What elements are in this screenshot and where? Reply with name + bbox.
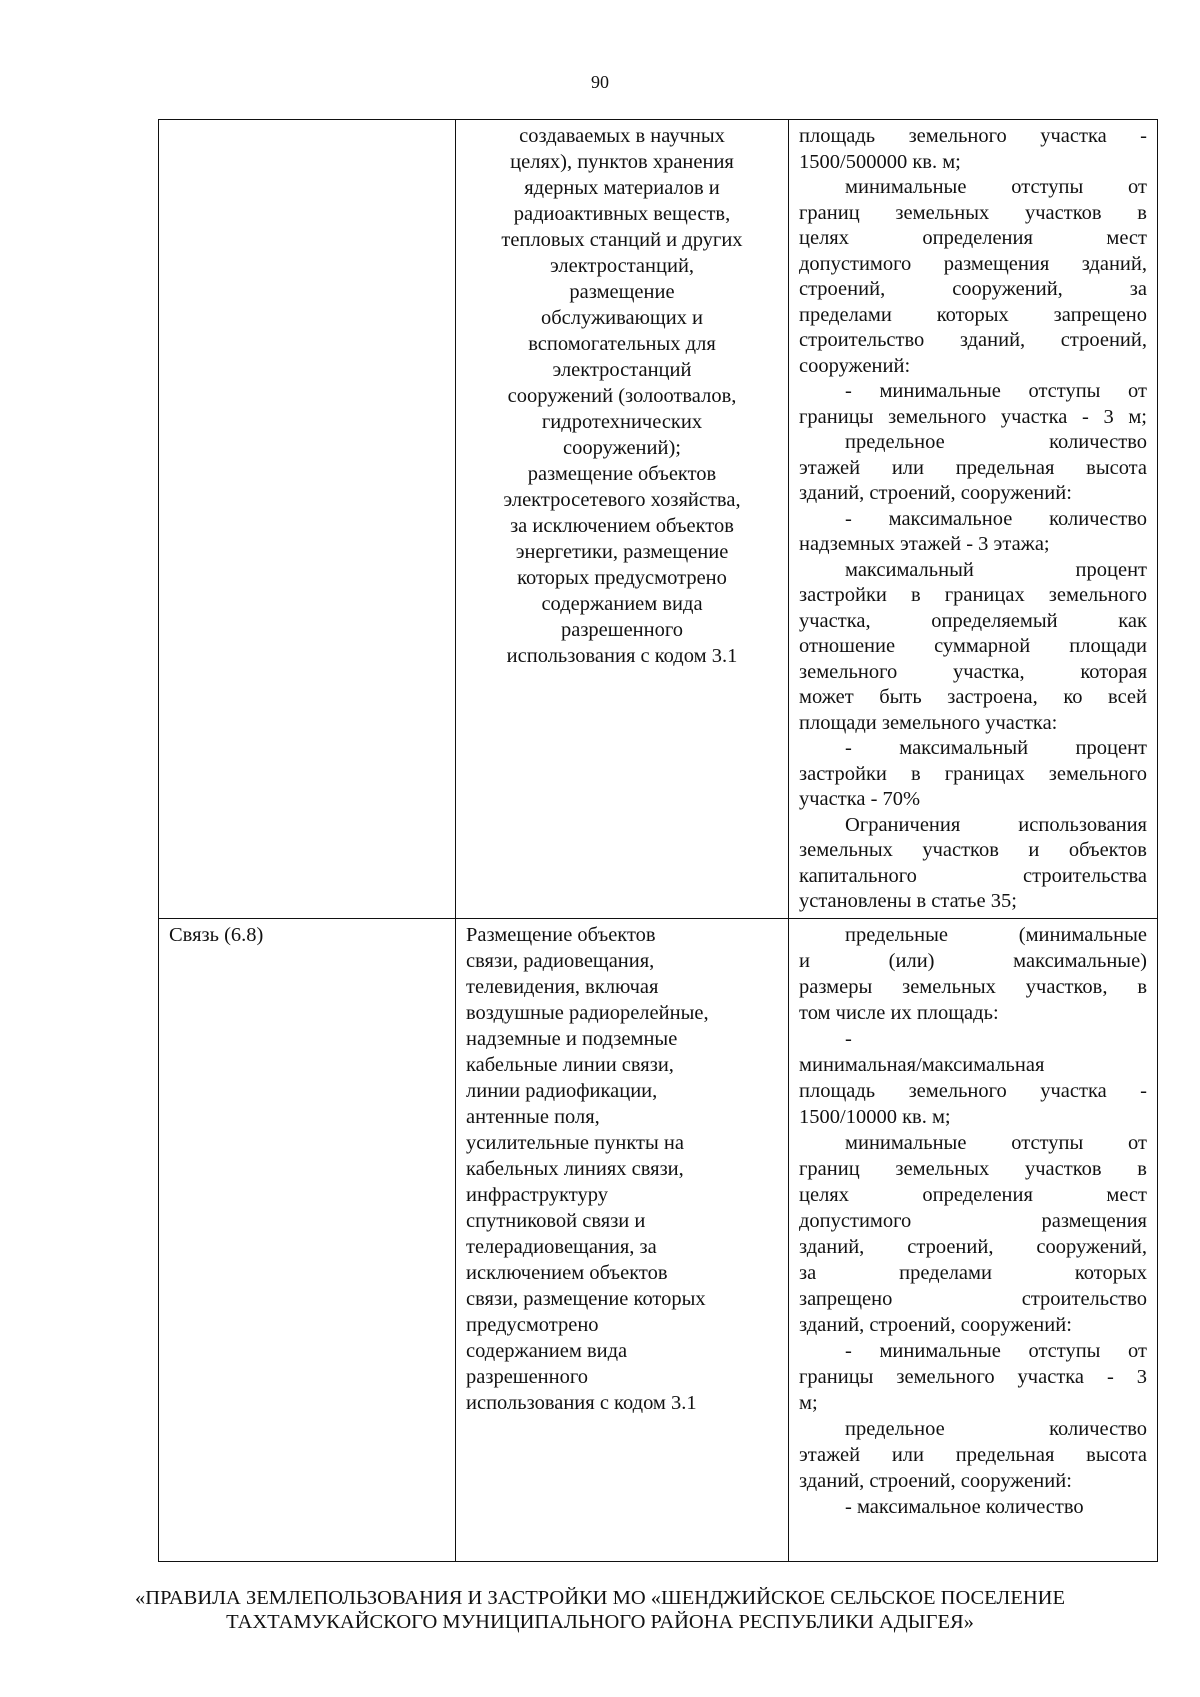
text-line: телерадиовещания, за [466,1236,657,1258]
text-line: содержанием вида [466,1340,628,1362]
text-line: антенные поля, [466,1106,600,1128]
text-line: воздушные радиорелейные, [466,1002,709,1024]
text-line: за исключением объектов [510,515,734,537]
text-line: 1500/500000 кв. м; [799,150,961,173]
text-line: Размещение объектов [466,924,656,946]
text-line: том числе их площадь: [799,1002,999,1024]
text-line: зданий, строений, сооружений, [799,1236,1147,1258]
zoning-rules-table [158,119,1158,1562]
text-line: сооружений); [563,437,681,459]
text-line: которых предусмотрено [517,567,727,589]
text-line: капитального строительства [799,864,1147,887]
text-line: допустимого размещения зданий, [799,252,1147,275]
text-line: запрещено строительство [799,1288,1147,1310]
text-line: максимальный процент [845,558,1147,581]
text-line: участка - 70% [799,788,921,810]
text-line: содержанием вида [541,593,703,615]
text-line: границы земельного участка - 3 м; [799,405,1147,428]
text-line: площадь земельного участка - [799,1080,1147,1102]
text-line: минимальные отступы от [845,1132,1147,1154]
text-line: инфраструктуру [466,1184,608,1206]
text-line: зданий, строений, сооружений: [799,482,1072,504]
text-line: связи, радиовещания, [466,950,655,972]
text-line: может быть застроена, ко всей [799,686,1147,708]
text-line: электростанций, [549,255,695,277]
text-line: - [845,1028,852,1050]
text-line: вспомогательных для [528,333,716,355]
text-line: зданий, строений, сооружений: [799,1470,1072,1492]
text-line: застройки в границах земельного [799,584,1147,606]
text-line: этажей или предельная высота [799,1444,1147,1466]
text-line: тепловых станций и других [501,229,743,251]
text-line: линии радиофикации, [466,1080,658,1102]
text-line: допустимого размещения [799,1210,1147,1232]
text-line: ядерных материалов и [524,177,720,199]
footer-line-1: «ПРАВИЛА ЗЕМЛЕПОЛЬЗОВАНИЯ И ЗАСТРОЙКИ МО «ШЕНДЖИЙСКОЕ СЕЛЬСКОЕ ПОСЕЛЕНИЕ [135,1587,1065,1609]
text-line: строительство зданий, строений, [799,329,1147,351]
table-row [159,919,1158,1562]
text-line: радиоактивных веществ, [513,203,731,225]
text-line: этажей или предельная высота [799,456,1147,479]
text-line: земельного участка, которая [799,660,1147,683]
text-line: установлены в статье 35; [799,890,1017,912]
text-line: за пределами которых [799,1262,1147,1284]
use-description-cell [456,120,789,919]
text-line: надземных этажей - 3 этажа; [799,533,1050,555]
text-line: участка, определяемый как [799,609,1147,632]
text-line: размеры земельных участков, в [799,976,1147,998]
text-line: использования с кодом 3.1 [466,1392,697,1414]
text-line: целях определения мест [799,227,1147,249]
use-type-label: Связь (6.8) [169,924,264,946]
text-line: разрешенного [466,1366,589,1388]
text-line: - максимальное количество [845,1496,1084,1518]
text-line: предусмотрено [466,1314,599,1336]
document-footer [0,1586,1200,1634]
text-line: отношение суммарной площади [799,635,1147,657]
page-number: 90 [591,72,609,92]
parameters-cell [789,120,1158,919]
text-line: застройки в границах земельного [799,762,1147,785]
text-line: усилительные пункты на [466,1132,684,1154]
text-line: сооружений: [799,354,911,377]
text-line: предельное количество [845,431,1147,453]
text-line: предельное количество [845,1418,1147,1440]
text-line: - максимальное количество [845,507,1147,530]
text-line: телевидения, включая [466,976,659,998]
text-line: разрешенного [560,619,684,641]
use-type-cell [159,120,456,919]
text-line: Ограничения использования [845,813,1147,836]
text-line: зданий, строений, сооружений: [799,1314,1072,1336]
text-line: спутниковой связи и [466,1210,646,1232]
use-description-cell [456,919,789,1562]
text-line: использования с кодом 3.1 [506,645,738,667]
footer-line-2: ТАХТАМУКАЙСКОГО МУНИЦИПАЛЬНОГО РАЙОНА РЕСПУБЛИКИ АДЫГЕЯ» [226,1611,974,1633]
text-line: размещение объектов [527,463,717,485]
text-line: кабельных линиях связи, [466,1158,684,1180]
text-line: гидротехнических [541,411,703,433]
text-line: - минимальные отступы от [845,380,1147,402]
text-line: площади земельного участка: [799,711,1058,734]
text-line: размещение [569,281,675,303]
text-line: предельные (минимальные [845,924,1147,946]
parameters-cell [789,919,1158,1562]
text-line: энергетики, размещение [515,541,729,563]
text-line: - минимальные отступы от [845,1340,1147,1362]
text-line: м; [799,1392,818,1414]
text-line: 1500/10000 кв. м; [799,1106,951,1128]
text-line: электростанций [552,359,692,381]
text-line: строений, сооружений, за [799,278,1147,300]
text-line: сооружений (золоотвалов, [507,385,737,407]
text-line: границ земельных участков в [799,1158,1147,1180]
text-line: целях определения мест [799,1184,1147,1206]
text-line: минимальные отступы от [845,176,1147,198]
text-line: площадь земельного участка - [799,125,1147,147]
text-line: связи, размещение которых [466,1288,706,1310]
text-line: и (или) максимальные) [799,950,1147,972]
text-line: - максимальный процент [845,737,1147,759]
text-line: границы земельного участка - 3 [799,1366,1147,1388]
text-line: электросетевого хозяйства, [503,489,741,511]
use-type-cell [159,919,456,1562]
text-line: границ земельных участков в [799,201,1147,224]
text-line: исключением объектов [466,1262,668,1284]
text-line: минимальная/максимальная [799,1054,1045,1076]
text-line: пределами которых запрещено [799,303,1147,326]
text-line: надземные и подземные [466,1028,678,1050]
text-line: обслуживающих и [540,307,704,329]
text-line: целях), пунктов хранения [510,151,734,173]
table-row [159,120,1158,919]
text-line: создаваемых в научных [519,125,725,147]
text-line: кабельные линии связи, [466,1054,674,1076]
text-line: земельных участков и объектов [799,839,1147,861]
